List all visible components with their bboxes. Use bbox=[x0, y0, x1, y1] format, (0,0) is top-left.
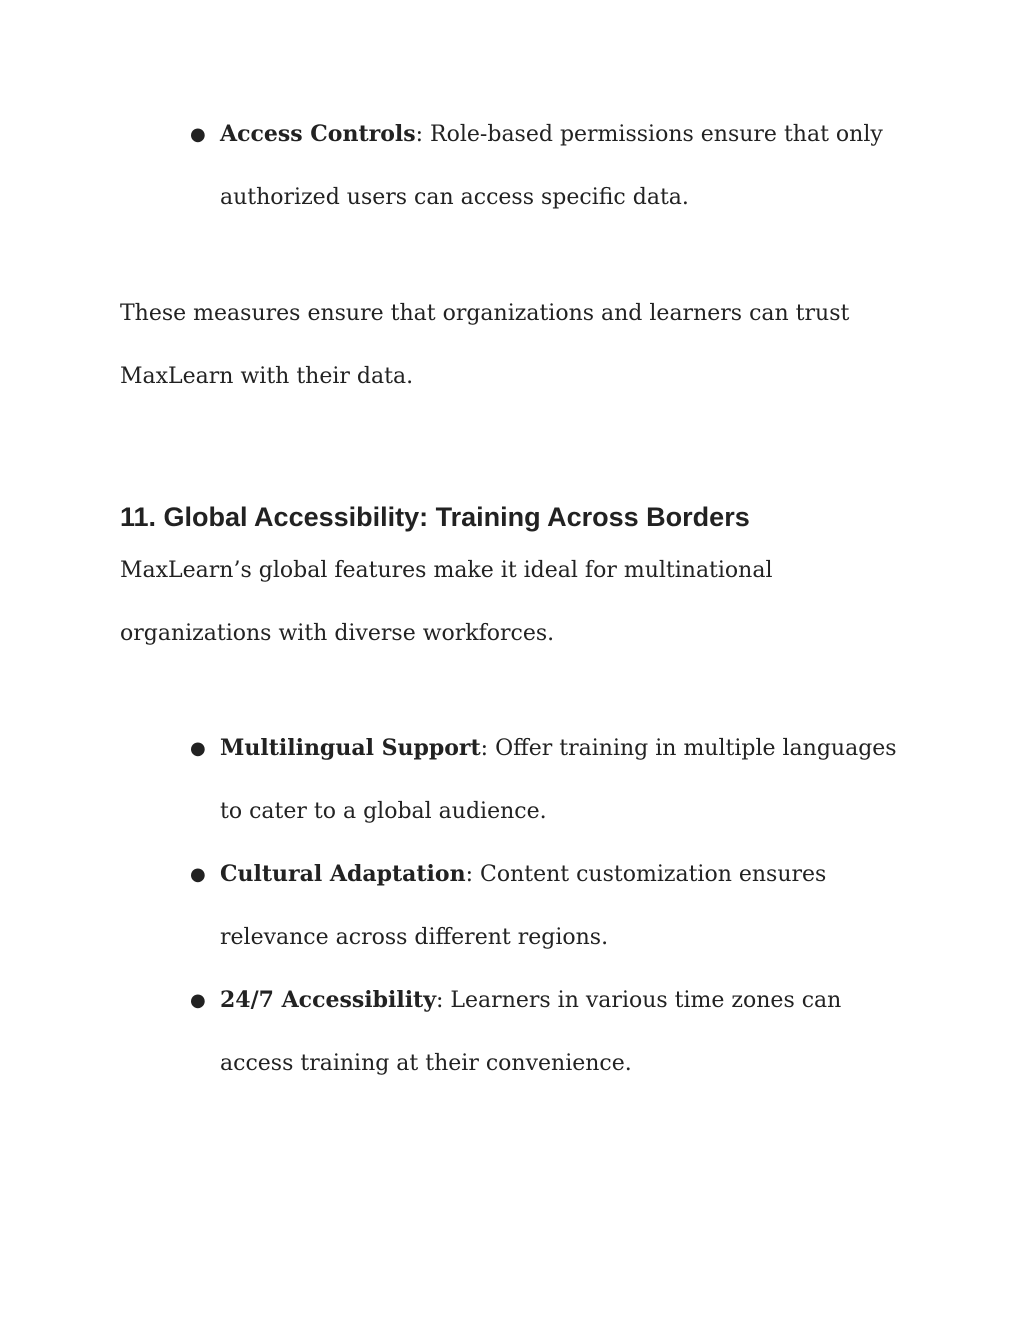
list-item-term: Multilingual Support bbox=[220, 735, 481, 761]
bullet-icon: ● bbox=[190, 864, 206, 885]
section-heading: 11. Global Accessibility: Training Across Borders bbox=[120, 502, 750, 532]
access-controls-list bbox=[190, 103, 920, 229]
list-item-separator: : bbox=[436, 988, 444, 1013]
list-item-text: Role-based permissions ensure that only authorized users can access specific data. bbox=[220, 122, 883, 210]
list-item-separator: : bbox=[465, 862, 473, 887]
list-item-term: 24/7 Accessibility bbox=[220, 987, 437, 1013]
summary-paragraph: These measures ensure that organizations and learners can trust MaxLearn with their data. bbox=[120, 301, 850, 389]
list-item-separator: : bbox=[415, 122, 424, 147]
bullet-icon: ● bbox=[190, 990, 206, 1011]
global-features-list bbox=[190, 717, 920, 1095]
bullet-icon: ● bbox=[190, 738, 206, 759]
list-item-separator: : bbox=[480, 736, 489, 761]
list-item-text: Learners in various time zones can access training at their convenience. bbox=[220, 988, 842, 1076]
list-item bbox=[190, 843, 920, 969]
list-item bbox=[190, 103, 920, 229]
bullet-icon: ● bbox=[190, 124, 206, 145]
list-item bbox=[190, 717, 920, 843]
list-item-term: Cultural Adaptation bbox=[220, 861, 466, 887]
list-item-text: Content customization ensures relevance across different regions. bbox=[220, 862, 827, 950]
list-item-text: Offer training in multiple languages to cater to a global audience. bbox=[220, 736, 897, 824]
list-item-term: Access Controls bbox=[220, 121, 416, 147]
list-item bbox=[190, 969, 920, 1095]
section-intro-paragraph: MaxLearn’s global features make it ideal for multinational organizations with diverse workforces. bbox=[120, 558, 773, 646]
